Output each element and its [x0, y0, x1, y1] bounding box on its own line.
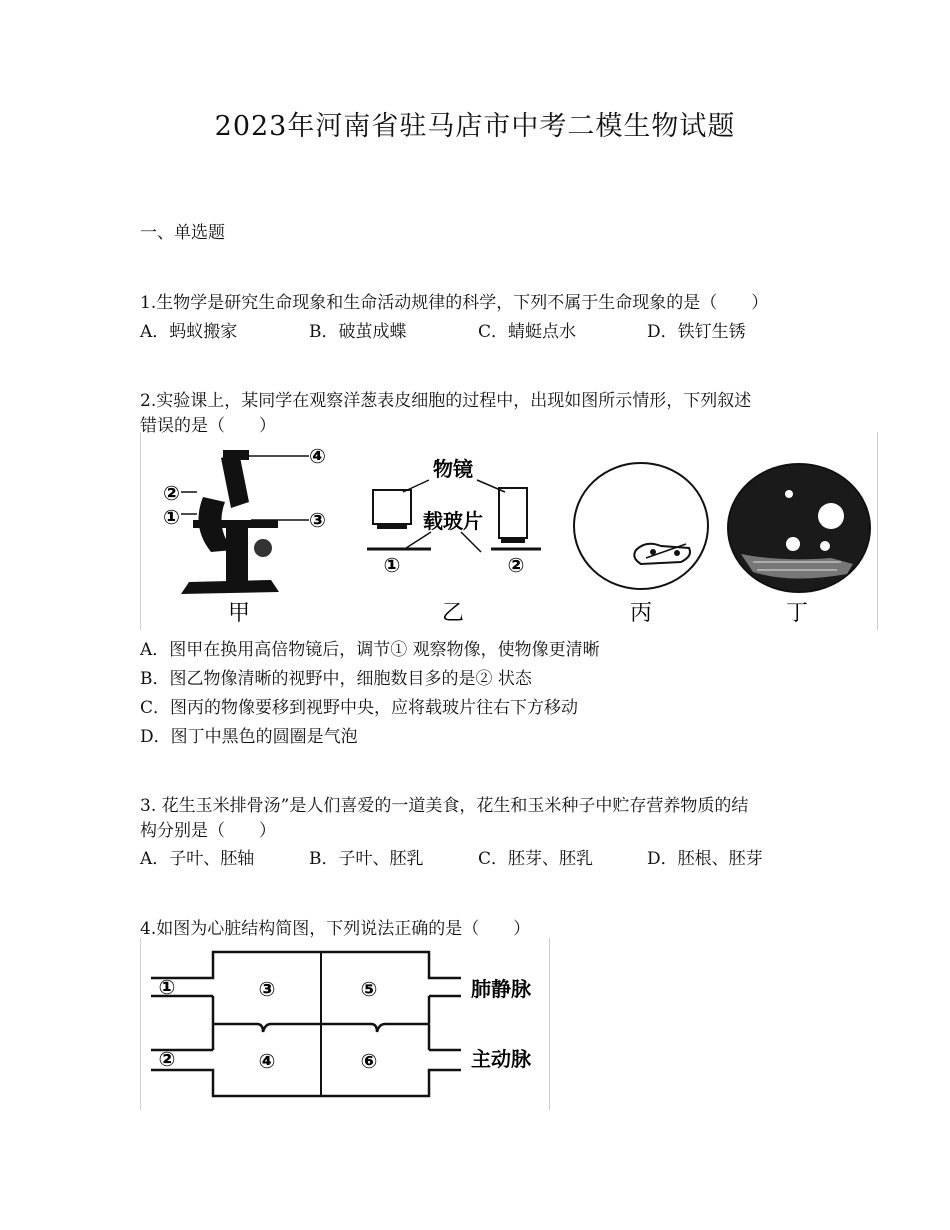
- heart-mark-1: ①: [158, 975, 176, 999]
- fig-label-ding: 丁: [785, 601, 809, 626]
- heart-mark-5: ⑤: [360, 977, 378, 1001]
- q2-option-b[interactable]: B．图乙物像清晰的视野中，细胞数目多的是② 状态: [140, 669, 532, 689]
- heart-mark-3: ③: [258, 977, 276, 1001]
- field-of-view-ding: [728, 464, 870, 592]
- q2-option-a[interactable]: A．图甲在换用高倍物镜后，调节① 观察物像，使物像更清晰: [140, 640, 600, 660]
- heart-mark-4: ④: [258, 1049, 276, 1073]
- q3-stem-line1: 3. 花生玉米排骨汤”是人们喜爱的一道美食，花生和玉米种子中贮存营养物质的结: [140, 796, 749, 816]
- q3-option-b[interactable]: B．子叶、胚乳: [309, 849, 424, 869]
- field-of-view-bing: [574, 463, 708, 589]
- page-title: 2023年河南省驻马店市中考二模生物试题: [214, 111, 736, 142]
- q1-option-b[interactable]: B．破茧成蝶: [309, 322, 407, 342]
- microscope-drawing: [181, 450, 309, 594]
- aorta-label: 主动脉: [471, 1047, 531, 1071]
- q2-figure: [140, 432, 878, 630]
- heart-mark-2: ②: [158, 1047, 176, 1071]
- q2-option-c[interactable]: C．图丙的物像要移到视野中央，应将载玻片往右下方移动: [140, 698, 579, 718]
- q1-option-d[interactable]: D．铁钉生锈: [647, 322, 746, 342]
- q3-option-d[interactable]: D．胚根、胚芽: [647, 849, 763, 869]
- mic-mark-2: ②: [163, 481, 180, 505]
- state-1: ①: [383, 553, 401, 577]
- fig-label-yi: 乙: [441, 601, 465, 626]
- mic-mark-3: ③: [309, 508, 326, 532]
- pulmonary-vein-label: 肺静脉: [471, 977, 531, 1001]
- heart-diagram: [141, 938, 549, 1110]
- q2-option-d[interactable]: D．图丁中黑色的圆圈是气泡: [140, 727, 358, 747]
- q2-stem-line1: 2.实验课上，某同学在观察洋葱表皮细胞的过程中，出现如图所示情形，下列叙述: [140, 391, 752, 411]
- slide-label: 载玻片: [423, 509, 483, 533]
- section-heading: 一、单选题: [140, 223, 225, 243]
- q2-stem-line2: 错误的是（ ）: [140, 416, 276, 436]
- objective-label: 物镜: [433, 457, 473, 481]
- q3-option-c[interactable]: C．胚芽、胚乳: [478, 849, 594, 869]
- q1-stem: 1.生物学是研究生命现象和生命活动规律的科学，下列不属于生命现象的是（ ）: [140, 293, 769, 313]
- mic-mark-4: ④: [309, 444, 326, 468]
- heart-mark-6: ⑥: [360, 1049, 378, 1073]
- q4-stem: 4.如图为心脏结构简图，下列说法正确的是（ ）: [140, 919, 531, 939]
- q1-option-c[interactable]: C．蜻蜓点水: [478, 322, 577, 342]
- q2-figure-drawing: [141, 432, 877, 630]
- q3-stem-line2: 构分别是（ ）: [140, 821, 276, 841]
- heart-outline: [151, 952, 461, 1096]
- q1-option-a[interactable]: A．蚂蚁搬家: [140, 322, 238, 342]
- fig-label-bing: 丙: [629, 601, 653, 626]
- q3-option-a[interactable]: A．子叶、胚轴: [140, 849, 255, 869]
- state-2: ②: [507, 553, 525, 577]
- fig-label-jia: 甲: [227, 601, 251, 626]
- q4-heart-figure: [140, 938, 550, 1110]
- mic-mark-1: ①: [163, 505, 180, 529]
